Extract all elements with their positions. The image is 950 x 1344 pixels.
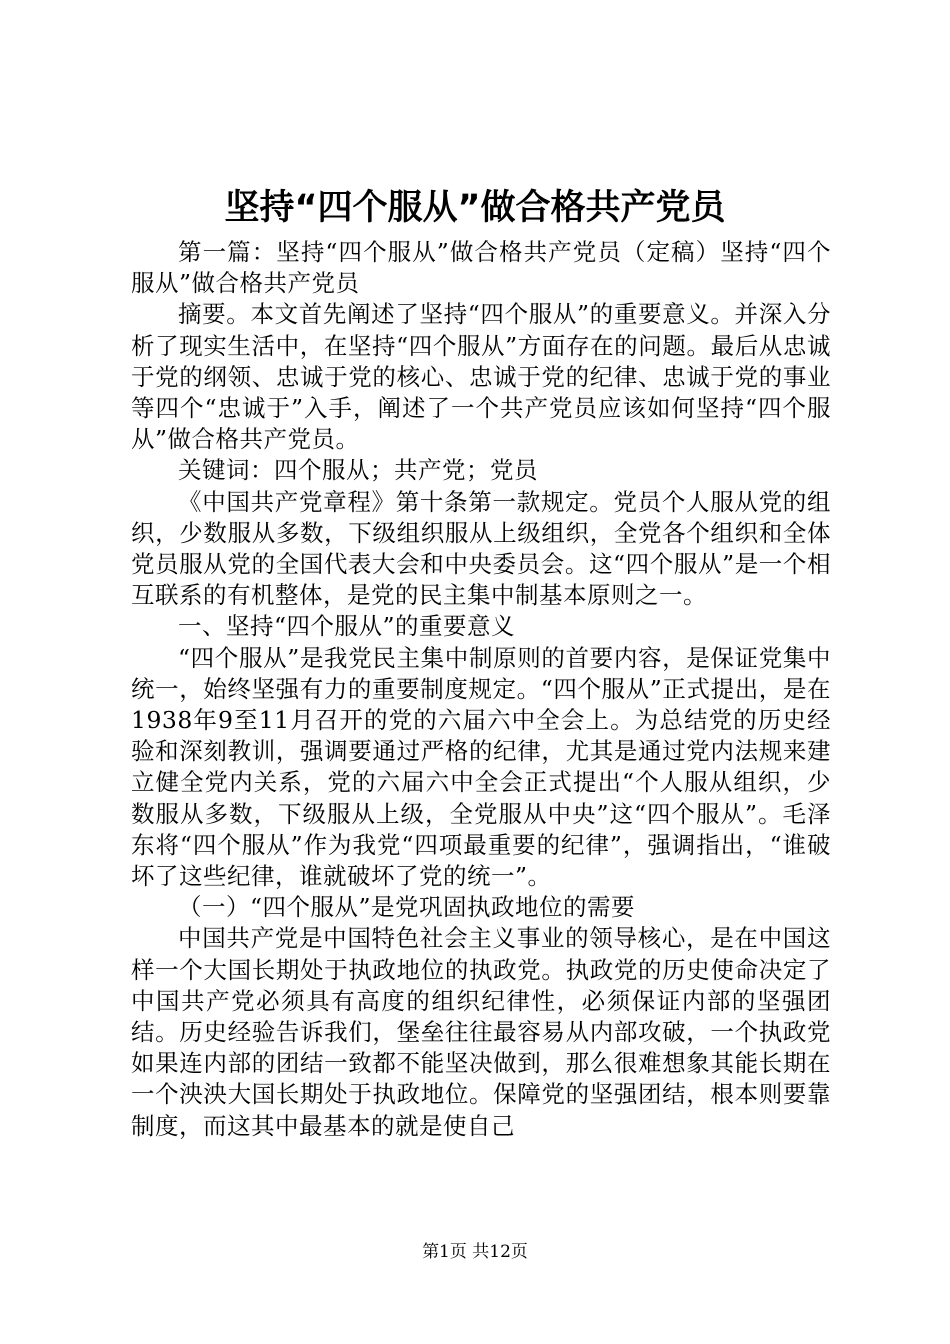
- paragraph-four-obediences: “四个服从”是我党民主集中制原则的首要内容，是保证党集中统一，始终坚强有力的重要制度规定。“四个服从”正式提出，是在1938年9至11月召开的党的六届六中全会上。为总结党的历史经验和深刻教训，强调要通过严格的纪律，尤其是通过党内法规来建立健全党内关系，党的六届六中全会正式提出“个人服从组织，少数服从多数，下级服从上级，全党服从中央”这“四个服从”。毛泽东将“四个服从”作为我党“四项最重要的纪律”，强调指出，“谁破坏了这些纪律，谁就破坏了党的统一”。: [131, 643, 831, 891]
- paragraph-ruling-party: 中国共产党是中国特色社会主义事业的领导核心，是在中国这样一个大国长期处于执政地位的执政党。执政党的历史使命决定了中国共产党必须具有高度的组织纪律性，必须保证内部的坚强团结。历史经验告诉我们，堡垒往往最容易从内部攻破，一个执政党如果连内部的团结一致都不能坚决做到，那么很难想象其能长期在一个泱泱大国长期处于执政地位。保障党的坚强团结，根本则要靠制度，而这其中最基本的就是使自己: [131, 924, 831, 1140]
- paragraph-charter: 《中国共产党章程》第十条第一款规定。党员个人服从党的组织，少数服从多数，下级组织服从上级组织，全党各个组织和全体党员服从党的全国代表大会和中央委员会。这“四个服从”是一个相互联系的有机整体，是党的民主集中制基本原则之一。: [131, 487, 831, 610]
- subsection-heading-ruling-position: （一）“四个服从”是党巩固执政地位的需要: [178, 893, 636, 922]
- paragraph-abstract: 摘要。本文首先阐述了坚持“四个服从”的重要意义。并深入分析了现实生活中，在坚持“四个服从”方面存在的问题。最后从忠诚于党的纲领、忠诚于党的核心、忠诚于党的纪律、忠诚于党的事业等四个“忠诚于”入手，阐述了一个共产党员应该如何坚持“四个服从”做合格共产党员。: [131, 300, 831, 454]
- document-title: 坚持“四个服从”做合格共产党员: [224, 188, 726, 228]
- page-number-footer: 第1页 共12页: [422, 1242, 528, 1262]
- paragraph-heading-first-article: 第一篇：坚持“四个服从”做合格共产党员（定稿）坚持“四个服从”做合格共产党员: [131, 238, 831, 298]
- document-body: [131, 237, 831, 1142]
- section-heading-importance: 一、坚持“四个服从”的重要意义: [178, 612, 516, 641]
- paragraph-keywords: 关键词：四个服从；共产党；党员: [178, 456, 538, 485]
